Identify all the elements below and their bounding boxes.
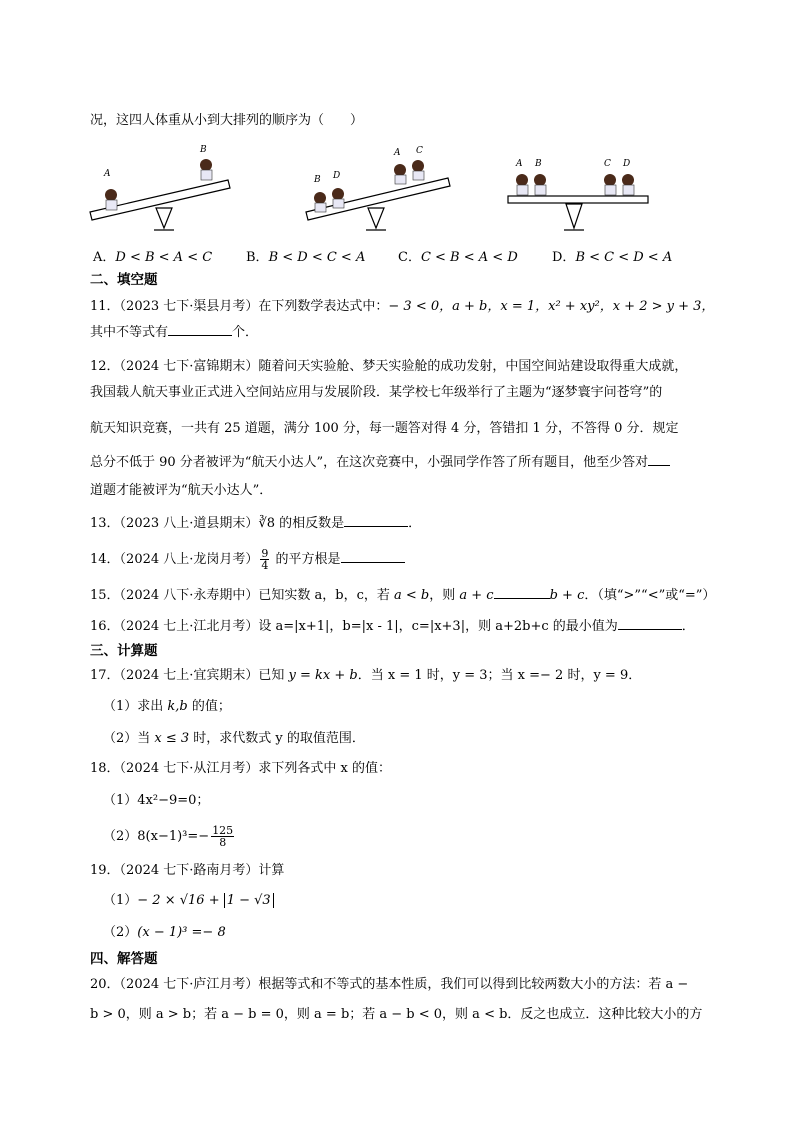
q17-part1: （1）求出 k,b 的值； xyxy=(103,699,231,714)
q18-fraction: $\frac{125}{8}$ xyxy=(212,824,234,849)
seesaw-3 xyxy=(508,159,648,230)
q16-line: 16．（2024 七上·江北月考）设 a=|x+1|，b=|x - 1|，c=|x+3|，则 a+2b+c 的最小值为 ． xyxy=(90,616,695,636)
q19-part2: （2）(x − 1)³ =− 8 xyxy=(103,925,226,940)
kid-d-figure-2 xyxy=(332,188,344,208)
q20-line2: b > 0，则 a > b；若 a − b = 0，则 a = b；若 a − b < 0，则 a < b．反之也成立．这种比较大小的方 xyxy=(90,1007,703,1022)
q12-line2: 我国载人航天事业正式进入空间站应用与发展阶段．某学校七年级举行了主题为“逐梦寰宇问苍穹”的 xyxy=(90,385,663,400)
label-s1-left: A xyxy=(104,169,111,179)
option-c[interactable]: C．C < B < A < D xyxy=(398,250,518,265)
q12-answer-blank[interactable] xyxy=(648,452,670,466)
q17-part2: （2）当 x ≤ 3 时，求代数式 y 的取值范围． xyxy=(103,731,365,746)
option-d[interactable]: D．B < C < D < A xyxy=(552,250,673,265)
kid-b-figure-2 xyxy=(314,192,326,212)
q18-part2: （2）8(x−1)³=− $\frac{125}{8}$ xyxy=(103,824,234,849)
kid-a-figure-3 xyxy=(516,174,528,195)
q13-answer-blank[interactable] xyxy=(344,513,408,527)
label-s2-r1: A xyxy=(394,148,401,158)
q15-line: 15．（2024 八下·永寿期中）已知实数 a，b，c，若 a < b，则 a + c b + c．（填“>”“<”或“=”） xyxy=(90,585,715,605)
q12-line4: 总分不低于 90 分者被评为“航天小达人”，在这次竞赛中，小强同学作答了所有题目，他至少答对 xyxy=(90,452,670,472)
q18-part1: （1）4x²−9=0； xyxy=(103,793,210,808)
q11-line1: 11．（2023 七下·渠县月考）在下列数学表达式中：− 3 < 0，a + b，x = 1，x² + xy²，x + 2 > y + 3， xyxy=(90,299,715,314)
q14-fraction: $\frac{9}{4}$ xyxy=(261,547,269,572)
q19-part1: （1）− 2 × √16 + 1 − √3 xyxy=(103,892,274,910)
label-s1-right: B xyxy=(200,145,207,155)
q17-line: 17．（2024 七上·宜宾期末）已知 y = kx + b．当 x = 1 时，y = 3；当 x =− 2 时，y = 9． xyxy=(90,668,642,683)
label-s3-l1: A xyxy=(516,159,523,169)
label-s2-l2: D xyxy=(333,171,341,181)
q11-line2: 其中不等式有 个． xyxy=(90,322,258,342)
q14-line: 14．（2024 八上·龙岗月考） $\frac{9}{4}$ 的平方根是 xyxy=(90,548,405,571)
q12-line3: 航天知识竞赛，一共有 25 道题，满分 100 分，每一题答对得 4 分，答错扣 1 分，不答得 0 分．规定 xyxy=(90,421,679,436)
label-s3-r2: D xyxy=(623,159,631,169)
label-s2-r2: C xyxy=(416,146,423,156)
kid-a-figure-2 xyxy=(394,164,406,184)
q15-answer-blank[interactable] xyxy=(494,585,550,599)
option-b[interactable]: B．B < D < C < A xyxy=(246,250,366,265)
label-s3-r1: C xyxy=(604,159,611,169)
q14-answer-blank[interactable] xyxy=(341,549,405,563)
section-3-title: 三、计算题 xyxy=(90,643,158,659)
label-s3-l2: B xyxy=(535,159,542,169)
q19-title: 19．（2024 七下·路南月考）计算 xyxy=(90,863,285,878)
q20-line1: 20．（2024 七下·庐江月考）根据等式和不等式的基本性质，我们可以得到比较两数大小的方法：若 a − xyxy=(90,977,689,992)
kid-b-figure-3 xyxy=(534,174,546,195)
seesaw-figures xyxy=(88,140,708,240)
seesaw-1 xyxy=(90,145,230,230)
q12-line5: 道题才能被评为“航天小达人”． xyxy=(90,483,273,498)
option-a[interactable]: A．D < B < A < C xyxy=(93,250,213,265)
kid-d-figure-3 xyxy=(622,174,634,195)
kid-c-figure-2 xyxy=(412,160,424,180)
label-s2-l1: B xyxy=(314,175,321,185)
section-2-title: 二、填空题 xyxy=(90,272,158,288)
kid-a-figure-1 xyxy=(105,189,117,210)
kid-b-figure-1 xyxy=(200,159,212,180)
q12-line1: 12．（2024 七下·富锦期末）随着问天实验舱、梦天实验舱的成功发射，中国空间站建设取得重大成就， xyxy=(90,359,688,374)
kid-c-figure-3 xyxy=(604,174,616,195)
intro-line: 况，这四人体重从小到大排列的顺序为（ ） xyxy=(90,113,364,128)
seesaw-2 xyxy=(306,146,450,230)
q11-answer-blank[interactable] xyxy=(168,322,232,336)
section-4-title: 四、解答题 xyxy=(90,951,158,967)
q13-line: 13．（2023 八上·道县期末）∛8 的相反数是 ． xyxy=(90,513,421,533)
q18-title: 18．（2024 七下·从江月考）求下列各式中 x 的值： xyxy=(90,761,391,776)
q16-answer-blank[interactable] xyxy=(618,616,682,630)
